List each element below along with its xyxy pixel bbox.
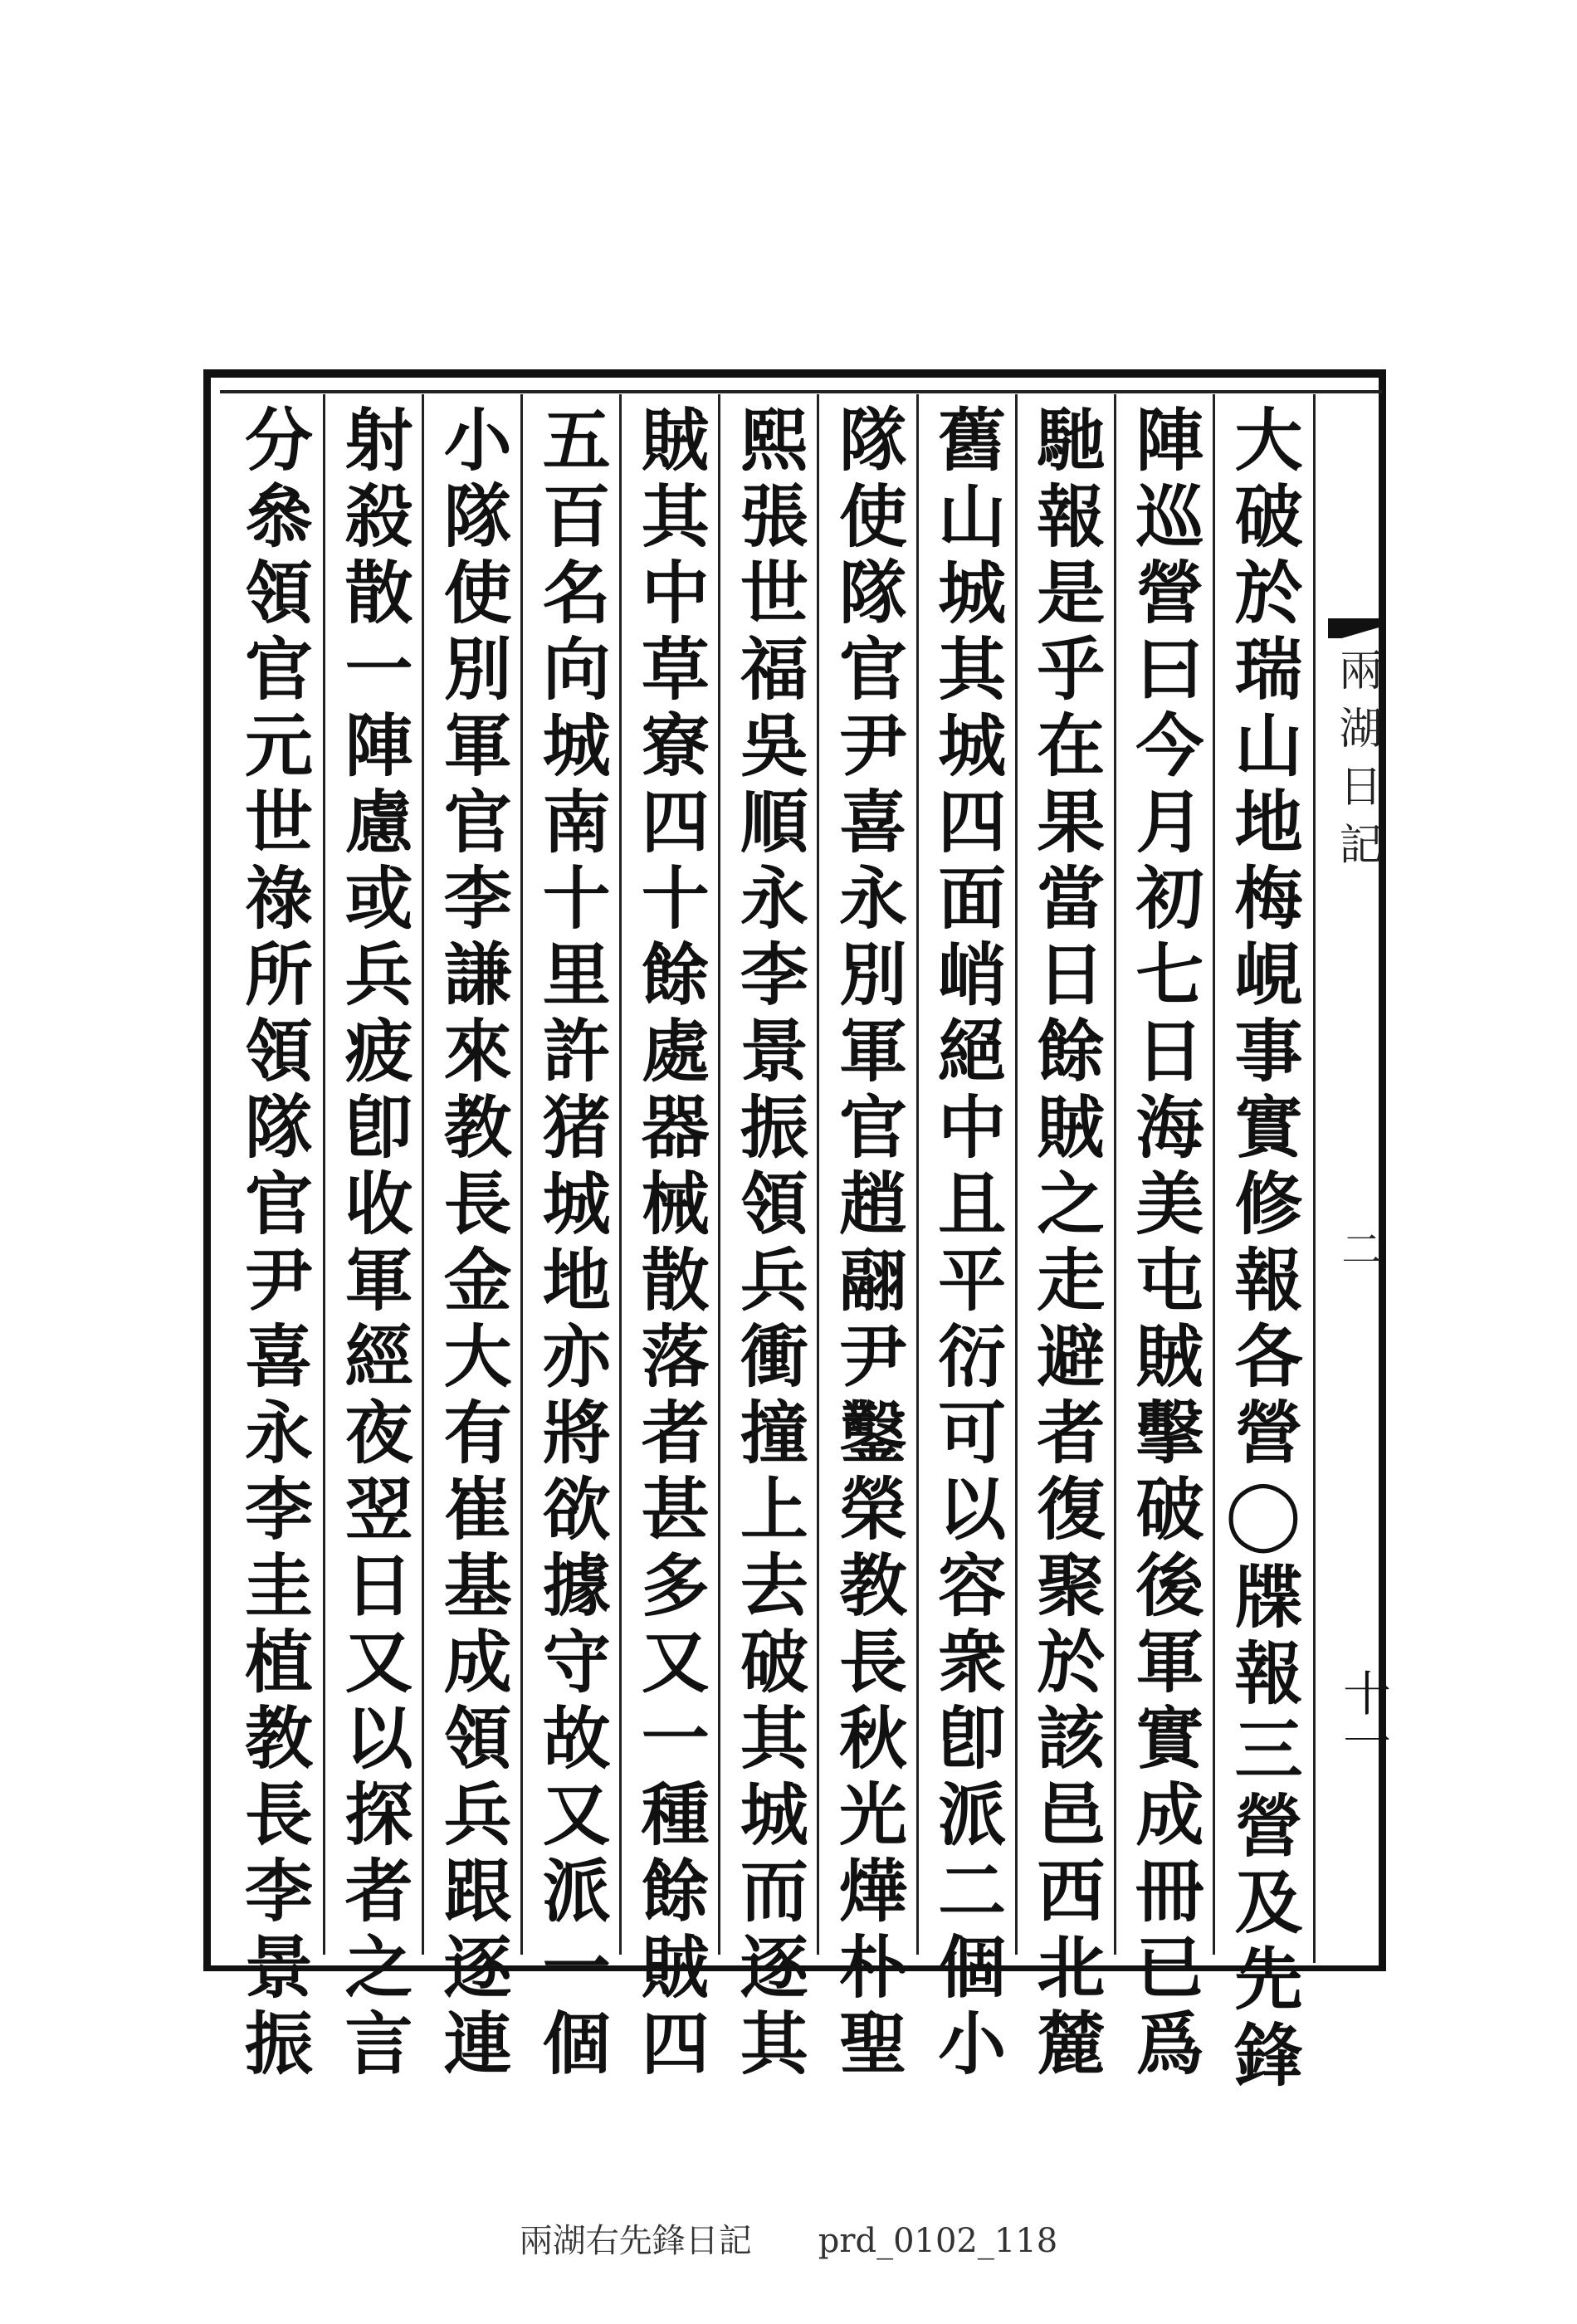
text-column: [1213, 394, 1311, 2096]
column-text: 五百名向城南十里許猪城地亦將欲據守故又派一個: [531, 404, 612, 2084]
column-text: 小隊使別軍官李謙來教長金大有崔基成領兵跟逐連: [432, 404, 513, 2084]
text-column: [1114, 394, 1213, 2084]
column-text: 隊使隊官尹喜永別軍官趙翮尹鑿榮教長秋光燁朴聖: [828, 404, 908, 2084]
caption-page-code: prd_0102_118: [818, 2222, 1058, 2260]
column-text: 熙張世福吳順永李景振領兵衝撞上去破其城而逐其: [729, 404, 809, 2084]
text-column: [422, 394, 520, 2084]
text-columns: [224, 394, 1311, 2096]
top-rule: [220, 390, 1382, 393]
page-caption: [0, 2214, 1577, 2262]
text-column: [1015, 394, 1114, 2084]
caption-book-title: 兩湖右先鋒日記: [519, 2222, 752, 2260]
text-column: [323, 394, 422, 2084]
text-column: [916, 394, 1015, 2084]
column-text: 賊其中草寮四十餘處器械散落者甚多又一種餘賊四: [630, 404, 710, 2084]
text-column: [224, 394, 323, 2084]
column-text: 分叅領官元世祿所領隊官尹喜永李圭植教長李景振: [233, 404, 314, 2084]
margin-volume-number: 二: [1335, 1228, 1381, 1268]
column-text: 大破於瑞山地梅峴事實修報各營◯牒報三營及先鋒: [1223, 404, 1303, 2096]
text-column: [619, 394, 718, 2084]
text-column: [718, 394, 817, 2084]
column-text: 射殺散一陣慮或兵疲卽收軍經夜翌日又以探者之言: [333, 404, 413, 2084]
margin-folio-number: 十一: [1335, 1668, 1391, 1765]
column-text: 舊山城其城四面峭絕中且平衍可以容衆卽派二個小: [926, 404, 1007, 2084]
margin-book-title: 兩湖日記: [1331, 647, 1381, 880]
column-text: 陣巡營曰今月初七日海美屯賊擊破後軍實成冊已爲: [1124, 404, 1204, 2084]
text-column: [520, 394, 619, 2084]
column-text: 馳報是乎在果當日餘賊之走避者復聚於該邑西北麓: [1025, 404, 1106, 2084]
text-column: [817, 394, 915, 2084]
